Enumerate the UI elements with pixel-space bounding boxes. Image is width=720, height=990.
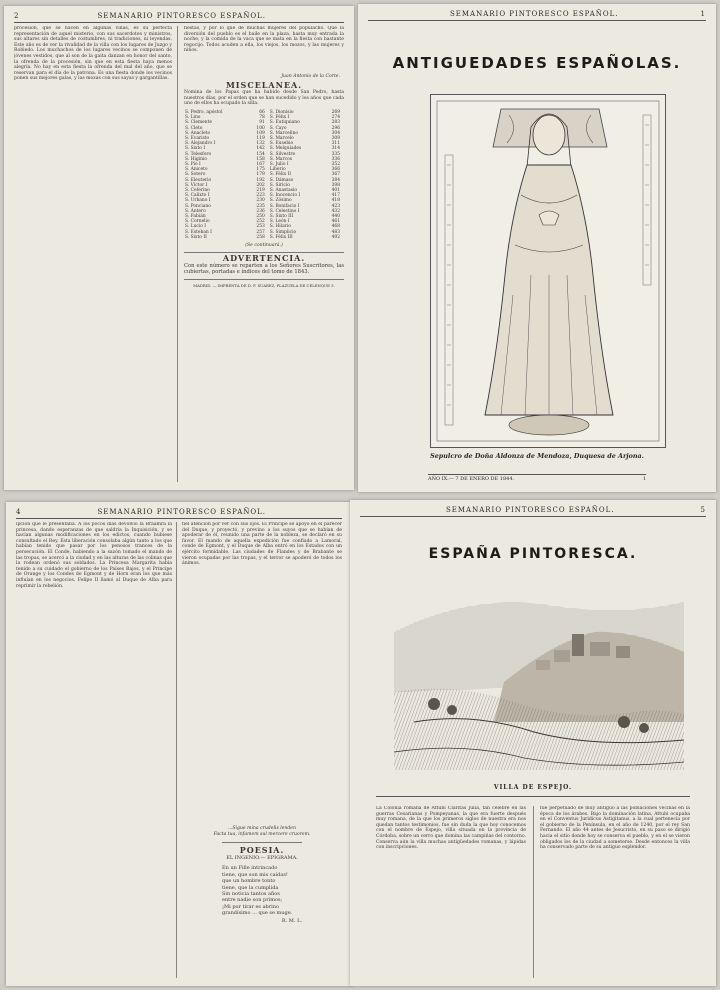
pope-name: S. Marcelino [269,130,298,136]
pope-year: 158 [256,156,265,162]
caption-rule [376,796,690,797]
epigram-title: EL INGENIO.— EPIGRAMA. [226,854,298,861]
pope-name: Liberio [269,167,286,173]
pope-year: 66 [259,109,265,115]
pope-year: 100 [256,125,265,131]
pope-year: 440 [331,214,340,220]
pope-year: 423 [331,203,340,209]
article-text-continued: fiel atencion por ver con sus ojos. El Príncipe se apoyó en el parecer del Duque, y proyectó, y previno a los suyos que se habían de apoderar de él, reunido una parte de la nobleza, se declaró en su favor. El mando de aquella expedición fue confiado a Lamoral, conde de Egmont, y el Duque de Alba entró en los Estados con un ejército formidable. Las ciudades de Flandes y de Brabante se vieron ocupadas por las tropas, y el terror se apoderó de todos los ánimos. [182,522,342,567]
running-head [16,508,342,519]
running-head-title: SEMANARIO PINTORESCO ESPAÑOL. [97,12,267,20]
pope-name: S. Cayo [269,125,287,131]
author-signature: Juan Antonio de la Corte. [281,74,340,79]
pope-name: S. Zósimo [269,198,292,204]
pope-name: S. Alejandro I [185,141,216,147]
pope-year: 219 [256,188,265,194]
poesia-heading: POESIA. [239,845,285,856]
pope-year: 253 [256,224,265,230]
pope-name: S. Pío I [185,162,201,167]
poem-line: entre nadie son primos; [222,897,283,904]
running-head-title: SEMANARIO PINTORESCO ESPAÑOL. [97,508,267,516]
article-text-continued: fiestas, y por lo que de muchas mujeres del populacho. Que la diversión del pueblo es el baile en la plaza, hasta muy entrada la noche, y la comida de la vaca que se mata en la fiesta con bastante regocijo. Todos acuden a ella, los viejos, los mozos, y las mujeres y niños. [184,26,344,54]
page-title: ANTIGUEDADES ESPAÑOLAS. [392,54,682,72]
page-4 [6,502,352,986]
advertencia-heading: ADVERTENCIA. [222,252,306,263]
pope-name: S. Urbano I [185,198,211,204]
text-column-right [540,806,690,978]
issue-date-bar [428,474,646,482]
pope-name: S. Inocencio I [269,193,301,199]
pope-year: 236 [256,208,265,214]
pope-name: S. Eutiquiano [269,120,300,126]
pope-year: 269 [331,109,340,115]
text-column-left [376,806,526,978]
pope-name: S. León I [269,219,290,225]
pope-year: 109 [256,130,265,136]
pope-year: 283 [331,120,340,126]
miscelanea-intro: Nomina de los Papas que ha habido desde San Pedro, hasta nuestros días, por el orden que se han sucedido y los años que cada uno de ellos ha ocupado la silla. [184,90,344,107]
pope-name: S. Víctor I [185,182,208,188]
poem-line: tiene, que la cumplida [222,884,279,891]
column-divider [533,806,534,978]
running-head [368,10,706,21]
pope-year: 179 [256,172,265,178]
poem [182,865,342,916]
running-head-title: SEMANARIO PINTORESCO ESPAÑOL. [445,506,615,514]
latin-quote-1: ...Sigue mina crudelis lenden [228,826,296,831]
pope-year: 78 [259,115,265,121]
page-number: 2 [14,12,20,20]
pope-name: S. Bonifacio I [269,203,300,209]
pope-year: 258 [256,234,265,240]
pope-year: 461 [331,219,340,225]
poem-line: Sin noticia tantos años [222,891,280,897]
pope-name: S. Sixto I [185,146,206,152]
advertencia-text: Con este número se reparten a los Señores Suscritores, las cubiertas, portadas e índices del tomo de 1843. [184,263,344,276]
pope-name: S. Clemente [185,120,212,126]
pope-year: 417 [331,193,340,199]
article-text: La Colonia romana de Attubi Claritas Julia, tan célebre en las guerras Cesarianas y Pompeyanas, la que era fuerte después muy romana, de la que los primeros siglos de nuestra era nos quedan tantos testimonios, fue sin duda la que hoy conocemos con el nombre de Espejo, villa situada en la provincia de Córdoba, sobre un cerro que domina las campiñas del contorno. Conserva aún la villa muchas antigüedades romanas, y lápidas con inscripciones. [376,806,526,851]
pope-year: 483 [331,229,340,235]
landscape-engraving [394,572,684,770]
pope-name: S. Cleto [185,125,203,131]
pope-name: S. Julio I [269,162,289,167]
pope-name: S. Melquíades [269,146,302,152]
pope-name: S. Félix II [269,172,291,178]
tomb-engraving [430,94,666,448]
poem-line: ¡Mi por tirar es abrino [222,903,279,910]
page-number: 4 [16,508,22,516]
pope-year: 418 [331,198,340,204]
pope-year: 154 [256,151,265,157]
running-head [14,12,344,23]
pope-name: S. Antero [185,208,206,214]
pope-year: 230 [256,198,265,204]
poem-line: grandísimo ... que se muge. [222,910,293,917]
village-illustration [394,572,684,770]
page-number: 1 [700,10,706,18]
pope-name: S. Eusebio [269,141,294,147]
pope-year: 91 [259,120,265,126]
pope-name: S. Ponciano [185,203,211,209]
imprint-line: MADRID. — IMPRENTA DE D. F. SUAREZ, PLAZUELA DE CELENQUE 3. [193,282,335,288]
pope-name: S. Dionisio [269,109,294,115]
pope-name: S. Sixto II [185,234,207,240]
pope-year: 250 [256,214,265,220]
article-text: ipción que le presentaba. A los pocos días devolvió la Braamra la princesa, dando esperanzas de que saldría la Inquisición, y se hacían algunas modificaciones en los edictos, cuando hubiese consultado el Rey. Esta liberación consolaba algún tanto a los que habían tenido que pasar por los penosos trances de la persecución. El Conde, habiendo a la sazón tomado el mando de las tropas, se acercó a la ciudad y en las alturas de las colinas que la rodean ordenó sus soldados. La Princesa Margarita había tenido a su cuidado el gobierno de los Países Bajos, y el Principe de Orange y los Condes de Egmont y de Horn eran los que más influían en los negocios. Felipe II llamó al Duque de Alba para reprimir la rebelión. [16,522,172,589]
pope-name: S. Cornelio [185,219,210,225]
pope-name: S. Calixto I [185,193,210,199]
folio-number: 1 [642,476,646,482]
pope-year: 309 [331,135,340,141]
pope-name: S. Ceferino [185,188,210,194]
pope-name: S. Evaristo [185,135,210,141]
article-text: procesión, que se hacen en algunas villas, es su perfecta representación de aquel misterio, con sus sacerdotes y ministros, sus altares sin detalles de costumbres, ni tradiciones, ni leyendas. Este año es de ver la rivalidad de la villa con los lugares de Juzgo y Robledo. Los muchachos de los lugares vecinos se componen de jóvenes vestidos, que al son de la gaita danzan en honor del santo, la ofrenda de la procesión, sin que en esta fiesta haya menos alegría. No hay en esta fiesta la ofrenda del mal del año, que se reservan para el día de la patrona. Es una fiesta donde los vecinos ponen sus mejores galas, y las mozas con sus sayas y gargantillas. [14,26,172,82]
text-column-left [14,26,172,482]
pope-name: S. Simplicio [269,229,297,235]
pope-year: 175 [256,167,265,173]
page-2 [4,6,354,490]
pope-name: S. Marcos [269,156,293,162]
text-column-right [184,26,344,482]
pope-year: 167 [256,162,265,167]
issue-date: AÑO IX.— 7 DE ENERO DE 1844. [428,476,515,482]
pope-year: 119 [256,135,265,141]
poem-signature: R. M. L. [281,917,302,924]
miscelanea-heading: MISCELANEA. [225,79,303,90]
pope-year: 296 [331,125,340,131]
pope-year: 223 [256,193,265,199]
popes-table [184,110,344,240]
pope-name: S. Anastasio [269,188,297,194]
pope-name: S. Anacleto [185,130,211,136]
latin-quote-2: Facta tua, infamem sul mercere cruorem. [213,831,311,837]
pope-name: S. Sixto III [269,214,294,220]
text-column-right [182,522,342,978]
pope-year: 384 [331,177,340,183]
pope-name: S. Lucio I [185,224,207,230]
page-title: ESPAÑA PINTORESCA. [428,546,638,562]
pope-year: 401 [331,188,340,194]
poem-line: tiene, que son mis caídas! [222,871,288,878]
pope-year: 352 [331,162,340,167]
illustration-caption: VILLA DE ESPEJO. [493,784,573,791]
running-head [360,506,706,517]
page-5 [350,500,716,986]
pope-name: S. Siricio [269,182,290,188]
pope-year: 314 [331,146,340,152]
pope-name: S. Higinio [185,156,207,162]
pope-year: 311 [331,141,340,147]
pope-year: 192 [256,177,265,183]
text-column-left [16,522,172,978]
pope-year: 274 [331,115,340,121]
pope-name: S. Hilario [269,224,291,230]
poem-line: En un Fille intrincado [222,865,278,872]
pope-year: 142 [256,146,265,152]
continuara-note: (Se continuará.) [245,243,283,249]
pope-name: S. Dámaso [269,177,294,183]
pope-year: 492 [331,234,340,240]
table-row [184,235,344,240]
pope-year: 235 [256,203,265,209]
pope-year: 366 [331,167,340,173]
pope-year: 132 [256,141,265,147]
pope-name: S. Eleuterio [185,177,212,183]
effigy-illustration [431,95,665,447]
pope-name: S. Pedro, apóstol [185,109,223,115]
pope-year: 468 [331,224,340,230]
page-number: 5 [700,506,706,514]
pope-year: 335 [331,151,340,157]
pope-name: S. Silvestre [269,151,296,157]
pope-name: S. Aniceto [185,167,208,173]
article-text-continued: fue perpetuado de muy antiguo a las poblaciones vecinas en la época de los árabes. Bajo la dominación latina, Attubi ocupaba en el Conventus Juridicus Astigitanus, a la cual pertenecía por el gobierno de la Península, en el año de 1240, por el rey San Fernando. El año 44 antes de Jesucristo, en su paso se dirigió hacia el sitio donde hoy se conserva el pueblo, y en el se vieron obligados los de la ciudad a someterse. Desde entonces la villa ha conservado parte de su antiguo esplendor. [540,806,690,851]
pope-year: 398 [331,182,340,188]
pope-year: 432 [331,208,340,214]
pope-year: 304 [331,130,340,136]
pope-name: S. Lino [185,115,201,121]
pope-name: S. Marcelo [269,135,294,141]
pope-name: S. Félix III [269,234,293,240]
pope-year: 367 [331,172,340,178]
pope-year: 202 [256,182,265,188]
pope-name: S. Sotero [185,172,206,178]
pope-name: S. Esteban I [185,229,212,235]
illustration-caption: Sepulcro de Doña Aldonza de Mendoza, Duquesa de Arjona. [430,452,644,460]
pope-name: S. Telesforo [185,151,212,157]
pope-name: S. Félix I [269,115,290,121]
column-divider [176,522,177,978]
column-divider [177,26,178,482]
running-head-title: SEMANARIO PINTORESCO ESPAÑOL. [449,10,619,18]
pope-year: 252 [256,219,265,225]
pope-name: S. Fabián [185,214,206,220]
pope-year: 336 [331,156,340,162]
page-1 [358,4,716,492]
pope-name: S. Celestino I [269,208,300,214]
poem-line: que un hombre tonto [222,878,276,885]
pope-year: 257 [256,229,265,235]
